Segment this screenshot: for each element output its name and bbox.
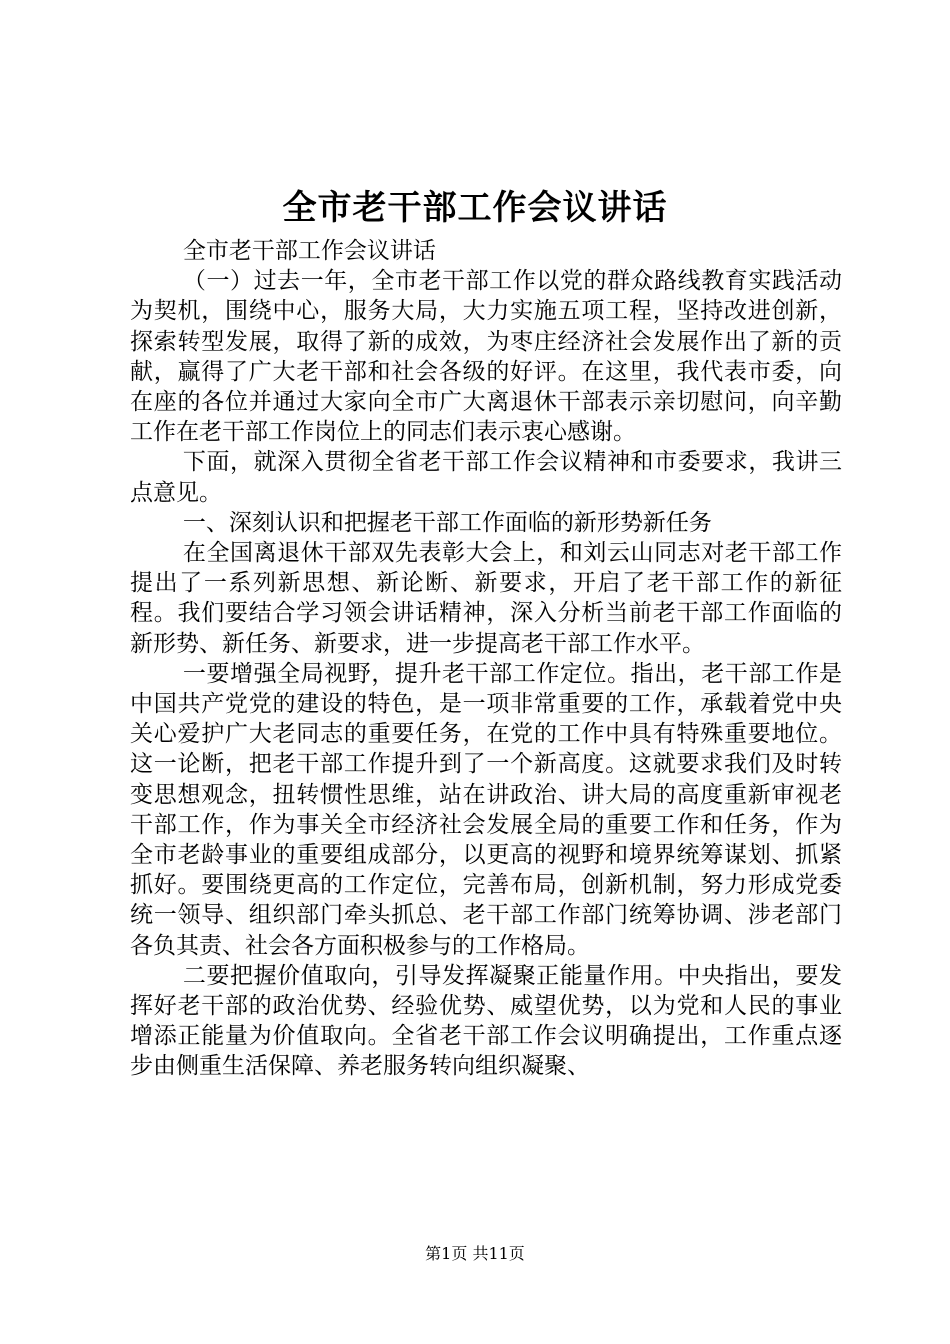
paragraph-review: （一）过去一年，全市老干部工作以党的群众路线教育实践活动为契机，围绕中心，服务大局，大力实施五项工程，坚持改进创新，探索转型发展，取得了新的成效，为枣庄经济社会发展作出了新的贡献，赢得了广大老干部和社会各级的好评。在这里，我代表市委，向在座的各位并通过大家向全市广大离退休干部表示亲切慰问，向辛勤工作在老干部工作岗位上的同志们表示衷心感谢。 (130, 268, 842, 446)
paragraph-point-2: 二要把握价值取向，引导发挥凝聚正能量作用。中央指出，要发挥好老干部的政治优势、经验优势、威望优势，以为党和人民的事业增添正能量为价值取向。全省老干部工作会议明确提出，工作重点逐步由侧重生活保障、养老服务转向组织凝聚、 (130, 962, 842, 1080)
page-number-footer: 第1页 共11页 (425, 1244, 525, 1263)
section-heading-1: 一、深刻认识和把握老干部工作面临的新形势新任务 (182, 509, 712, 536)
paragraph-point-1: 一要增强全局视野，提升老干部工作定位。指出，老干部工作是中国共产党党的建设的特色，是一项非常重要的工作，承载着党中央关心爱护广大老同志的重要任务，在党的工作中具有特殊重要地位。这一论断，把老干部工作提升到了一个新高度。这就要求我们及时转变思想观念，扭转惯性思维，站在讲政治、讲大局的高度重新审视老干部工作，作为事关全市经济社会发展全局的重要工作和任务，作为全市老龄事业的重要组成部分，以更高的视野和境界统筹谋划、抓紧抓好。要围绕更高的工作定位，完善布局，创新机制，努力形成党委统一领导、组织部门牵头抓总、老干部工作部门统筹协调、涉老部门各负其责、社会各方面积极参与的工作格局。 (130, 660, 842, 959)
paragraph-intro: 下面，就深入贯彻全省老干部工作会议精神和市委要求，我讲三点意见。 (130, 449, 842, 506)
paragraph-subtitle: 全市老干部工作会议讲话 (182, 238, 436, 264)
document-title: 全市老干部工作会议讲话 (282, 188, 668, 228)
paragraph-context: 在全国离退休干部双先表彰大会上，和刘云山同志对老干部工作提出了一系列新思想、新论断、新要求，开启了老干部工作的新征程。我们要结合学习领会讲话精神，深入分析当前老干部工作面临的新形势、新任务、新要求，进一步提高老干部工作水平。 (130, 540, 842, 657)
document-body (130, 236, 842, 1082)
